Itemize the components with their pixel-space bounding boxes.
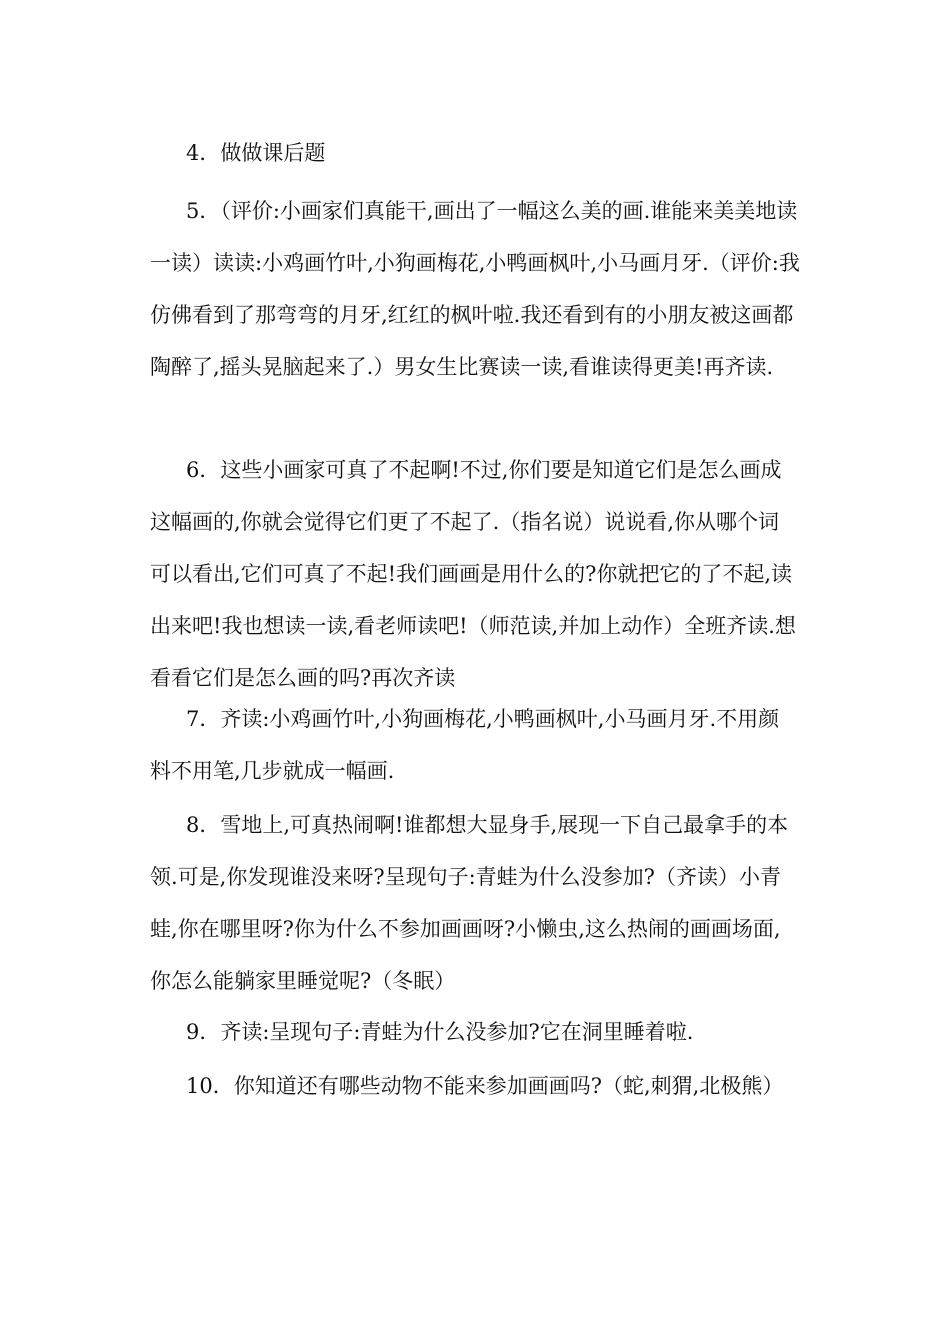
paragraph-5: 5．（评价:小画家们真能干,画出了一幅这么美的画.谁能来美美地读一读）读读:小鸡画竹叶,小狗画梅花,小鸭画枫叶,小马画月牙.（评价:我仿佛看到了那弯弯的月牙,红红的枫叶啦.我还看到有的小朋友被这画都陶醉了,摇头晃脑起来了.）男女生比赛读一读,看谁读得更美!再齐读. [150,199,800,379]
paragraph-10: 10．你知道还有哪些动物不能来参加画画吗?（蛇,刺猬,北极熊） [186,1074,784,1098]
paragraph-7: 7．齐读:小鸡画竹叶,小狗画梅花,小鸭画枫叶,小马画月牙.不用颜料不用笔,几步就成一幅画. [150,707,780,783]
paragraph-4: 4．做做课后题 [186,141,326,165]
paragraph-8: 8．雪地上,可真热闹啊!谁都想大显身手,展现一下自己最拿手的本领.可是,你发现谁没来呀?呈现句子:青蛙为什么没参加?（齐读）小青蛙,你在哪里呀?你为什么不参加画画呀?小懒虫,这么热闹的画画场面,你怎么能躺家里睡觉呢?（冬眠） [150,813,789,993]
paragraph-6: 6．这些小画家可真了不起啊!不过,你们要是知道它们是怎么画成这幅画的,你就会觉得它们更了不起了.（指名说）说说看,你从哪个词可以看出,它们可真了不起!我们画画是用什么的?你就把它的了不起,读出来吧!我也想读一读,看老师读吧!（师范读,并加上动作）全班齐读.想看看它们是怎么画的吗?再次齐读 [150,458,796,690]
paragraph-9: 9．齐读:呈现句子:青蛙为什么没参加?它在洞里睡着啦. [186,1020,694,1044]
